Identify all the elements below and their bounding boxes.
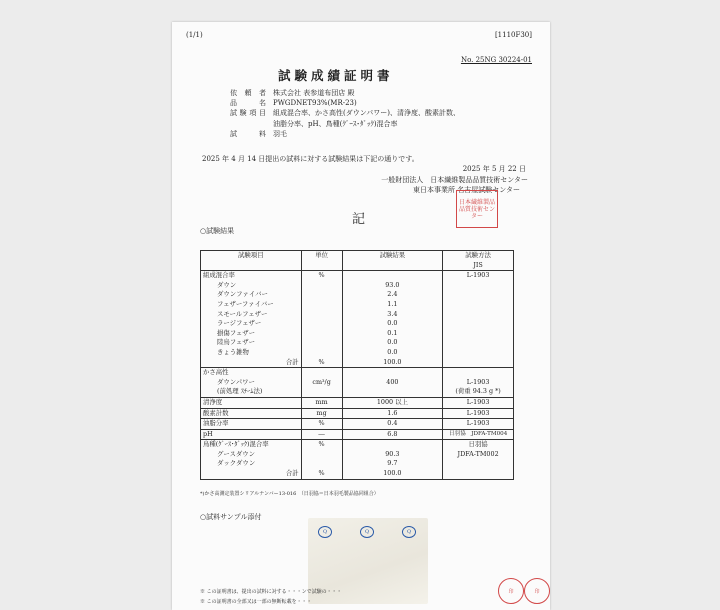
sample-mark-icon: Q (360, 526, 374, 538)
header-test-item: 試験項目 (201, 251, 302, 271)
bulk-unit: cm³/g (301, 368, 342, 398)
note-line-2: ※ この証明書の全部又は一部の無断転載を・・・ (200, 599, 312, 605)
inspector-seal-icon: 印 (524, 578, 550, 604)
table-row-cleanliness: 清浄度 mm 1000 以上 L-1903 (201, 397, 514, 408)
table-footnote: *)かさ高測定装置シリアルナンバー13-016 （日羽協＝日本羽毛製品協同組合） (200, 491, 379, 497)
ki-heading: 記 (352, 212, 366, 227)
bulk-value: 400 (342, 368, 443, 398)
composition-unit: % % (301, 271, 342, 368)
header-result: 試験結果 (342, 251, 443, 271)
approval-seal-icon: 印 (498, 578, 524, 604)
report-number: No. 25NG 30224-01 (460, 56, 532, 64)
page-title: 試験成績証明書 (278, 68, 394, 83)
species-method: 日羽協 JDFA-TM002 (443, 440, 514, 479)
species-cell: 鳥種(ｸﾞｰｽ･ﾀﾞｯｸ)混合率 グースダウン ダックダウン 合計 (201, 440, 302, 479)
header-method: 試験方法 JIS (443, 251, 514, 271)
species-unit: % % (301, 440, 342, 479)
page-number: (1/1) (186, 31, 203, 39)
sample-mark-icon: Q (318, 526, 332, 538)
sample-mark-icon: Q (402, 526, 416, 538)
table-row-composition (201, 271, 514, 368)
table-row-oil: 油脂分率 % 0.4 L-1903 (201, 419, 514, 430)
info-row-test-items: 試験項目 組成混合率、かさ高性(ダウンパワー)、清浄度、酸素計数、 (230, 109, 460, 118)
composition-method: L-1903 (443, 271, 514, 368)
table-header-row (201, 251, 514, 271)
official-seal-stamp: 日本繊維製品品質技術センター (456, 190, 498, 228)
note-line-1: ※ この証明書は、提出の試料に対する・・・ンで試験の・・・ (200, 589, 342, 595)
issue-date: 2025 年 5 月 22 日 (462, 165, 526, 173)
certificate-page (172, 22, 550, 610)
info-row-product: 品名 PWGDNET93%(MR-23) (230, 99, 357, 108)
section-sample-heading: ○試料サンプル添付 (200, 513, 262, 521)
results-table (200, 250, 514, 480)
info-block (230, 88, 460, 139)
table-row-oxygen: 酸素計数 mg 1.6 L-1903 (201, 408, 514, 419)
composition-cell: 組成混合率 ダウン ダウンファイバー フェザーファイバー スモールフェザー ラージフェザー 損傷フェザー 陸鳥フェザー きょう雑物 合計 (201, 271, 302, 368)
info-row-client: 依頼者 株式会社 表参道布団店 殿 (230, 89, 355, 97)
intro-text: 2025 年 4 月 14 日提出の試料に対する試験結果は下記の通りです。 (202, 155, 419, 163)
issuer-line-1: 一般財団法人 日本繊維製品品質技術センター (381, 176, 528, 184)
table-row-species (201, 440, 514, 479)
section-results-heading: ○試験結果 (200, 227, 235, 235)
document-code: [1110F30] (494, 31, 532, 39)
bulk-cell: かさ高性 ダウンパワー (前処理 ｽﾁｰﾑ法) (201, 368, 302, 398)
table-row-bulk (201, 368, 514, 398)
bulk-method: L-1903 (荷重 94.3 g *) (443, 368, 514, 398)
issuer-line-2: 東日本事業所 名古屋試験センター (413, 186, 520, 194)
header-unit: 単位 (301, 251, 342, 271)
info-row-sample: 試料 羽毛 (230, 129, 287, 138)
info-row-test-items-cont: 油脂分率、pH、鳥種(ｸﾞｰｽ･ﾀﾞｯｸ)混合率 (273, 119, 398, 128)
table-row-ph: pH ― 6.8 日羽協 JDFA-TM004 (201, 429, 514, 440)
species-values: 90.3 9.7 100.0 (342, 440, 443, 479)
composition-values: 93.0 2.4 1.1 3.4 0.0 0.1 0.0 0.0 100.0 (342, 271, 443, 368)
